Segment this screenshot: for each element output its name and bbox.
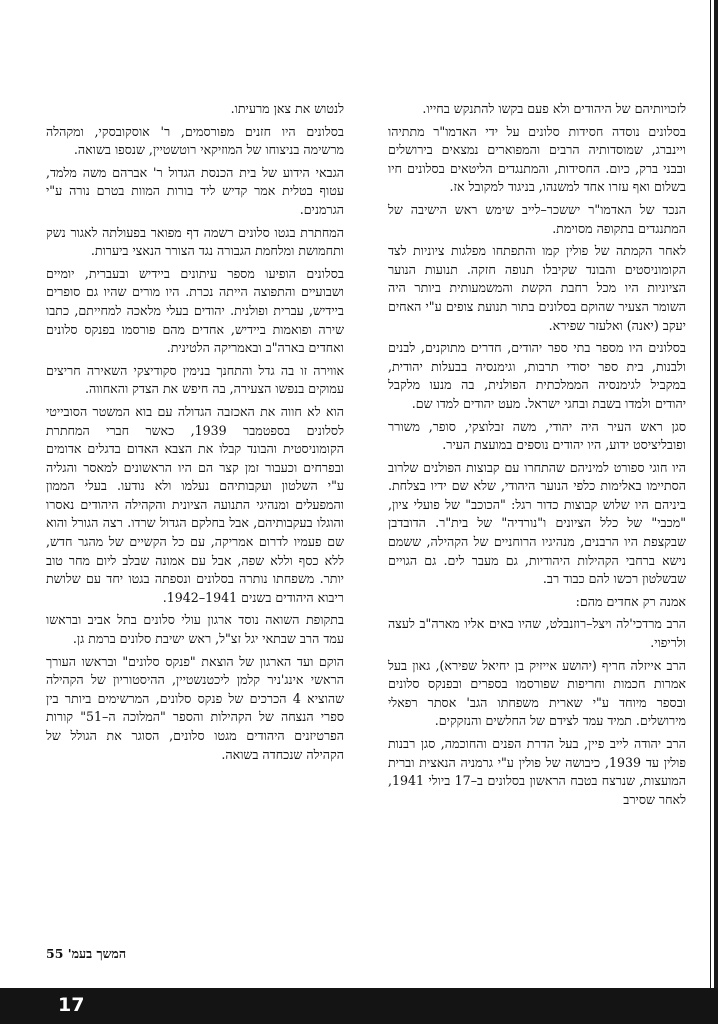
paragraph: אווירה זו בה גדל והתחנך בנימין סקודיצקי השאירה חריצים עמוקים בנפשו הצעירה, בה חיפש את הצדק והאחווה. (46, 362, 344, 397)
article-body (46, 100, 686, 980)
page-number: 17 (58, 994, 85, 1016)
paragraph: לאחר הקמתה של פולין קמו והתפתחו מפלגות ציוניות לצד הקומוניסטים והבונד שקיבלו תנופה חזקה. תנועות הנוער הציוניות היו מכל רחבת הקשת והמשמעותית ביותר היה השומר הצעיר שהוקם בסלונים בתור תנועת צופים ע"י האחים יעקב (יאנה) ואלעזר שפירא. (388, 243, 686, 333)
paragraph: סגן ראש העיר היה יהודי, משה זבלוצקי, סופר, משורר ופובליציסט ידוע, היו יהודים נוספים במועצת העיר. (388, 418, 686, 453)
paragraph: לנטוש את צאן מרעיתו. (230, 101, 344, 116)
page-edge-bar (714, 0, 718, 990)
page-footer (0, 988, 718, 1024)
paragraph: לזכויותיהם של היהודים ולא פעם בקשו להתנקש בחייו. (422, 101, 686, 116)
paragraph: המחתרת בגטו סלונים רשמה דף מפואר בפעולתה לאגור נשק ותחמושת ומלחמת הגבורה נגד הצורר הנאצי ביערות. (46, 224, 344, 259)
paragraph: היו חוגי ספורט למיניהם שהתחרו עם קבוצות הפולנים שלרוב הסתיימו באלימות כלפי הנוער היהודי, שלא שם ידיו בצלחת. ביניהם היו שלוש קבוצות כדור רגל: "הכוכב" של פועלי ציון, "מכבי" של כלל הציונים ו"נורדיה" של בית"ר. הדובדבן שבקצפת היו הרבנים, מנהיגיו הרוחניים של הקהילה, ששמם נישא ברחבי הקהילות היהודיות, גם מעבר לים. גם הגויים שבשלטון רכשו להם כבוד רב. (388, 459, 686, 587)
paragraph: הוקם ועד הארגון של הוצאת "פנקס סלונים" ובראשו העורך הראשי אינג'ניר קלמן ליכטנשטיין, ההיסטוריון של הקהילה שהוציא 4 הכרכים של פנקס סלונים, המרשימים ביותר בין ספרי הנצחה של הקהילות והספר "המלוכה ה–51" קורות הפרטיזנים היהודים מגטו סלונים, הסוגר את הגולל של הקהילה שנכחדה בשואה. (46, 653, 344, 762)
page-edge-line (710, 0, 711, 990)
paragraph: בסלונים נוסדה חסידות סלונים על ידי האדמו"ר מתתיהו ויינברג, שמוסדותיה הרבים והמפוארים נמצאים בירושלים ובבני ברק, כיום. החסידות, והמתנגדים הליטאים בסלונים חיו בשלום ואף עזרו אחד למשנהו, בניגוד למקובל אז. (388, 123, 686, 195)
paragraph: בסלונים היו חזנים מפורסמים, ר' אוסקובסקי, ומקהלה מרשימה בניצוחו של המוזיקאי רוטשטיין, שנספו בשואה. (46, 123, 344, 158)
paragraph: הרב אייזלה חריף (יהושע אייזיק בן יחיאל שפירא), גאון בעל אמרות חכמות וחריפות שפורסמו בספרים ובפנקס סלונים ובספר מיוחד ע"י שארית משפחתו הגב' אסתר רפאלי מירושלים. תמיד עמד לצידם של החלשים והנזקקים. (388, 657, 686, 729)
paragraph: הנכד של האדמו"ר יששכר–לייב שימש ראש הישיבה של המתנגדים בתקופה מסוימת. (388, 201, 686, 236)
paragraph: הוא לא חווה את האכזבה הגדולה עם בוא המשטר הסובייטי לסלונים בספטמבר 1939, כאשר חברי המחתרת הקומוניסטית והבונד קבלו את הצבא האדום בדגלים אדומים ובפרחים וכעבור זמן קצר הם היו הראשונים למאסר והגליה ע"י השלטון ועקבותיהם נעלמו ולא נודעו. בעלי הממון והמפעלים ומנהיגי התנועה הציונית והקהילה היהודים נאסרו והוגלו בעקבותיהם, אבל בחלקם הגדול שרדו. רצה הגורל והוא שם פעמיו לדרום אמריקה, עם כל הקשיים של מהגר חדש, ללא כסף וללא שפה, אבל עם אמונה שבלב ליום מחר טוב יותר. משפחתו נותרה בסלונים ונספתה בגטו יחד עם שלושת ריבוא היהודים בשנים 1941–1942. (46, 403, 344, 605)
paragraph: אמנה רק אחדים מהם: (575, 593, 686, 609)
right-column (388, 100, 686, 813)
paragraph: הרב מרדכי'לה ויצל–רוזנבלט, שהיו באים אליו מארה"ב לעצה ולריפוי. (388, 616, 686, 651)
paragraph: בתקופת השואה נוסד ארגון עולי סלונים בתל אביב ובראשו עמד הרב שבתאי יגל זצ"ל, ראש ישיבת סלונים ברמת גן. (46, 612, 344, 647)
paragraph: בסלונים הופיעו מספר עיתונים ביידיש ובעברית, יומיים ושבועיים והתפוצה הייתה נכרת. היו מורים שהיו גם סופרים ביידיש, עברית ופולנית. יהודים בעלי מלאכה למחייתם, כתבו שירה ופואמות ביידיש, אחדים מהם פורסמו בפנקס סלונים ואחדים בארה"ב ובאמריקה הלטינית. (46, 265, 344, 356)
paragraph: בסלונים היו מספר בתי ספר יהודים, חדרים מתוקנים, לבנים ולבנות, בית ספר יסודי תרבות, וגימנסיה בבעלות יהודית, במקביל לגימנסיה הממלכתית הפולנית, בה מנעו מלקבל יהודים ולמדו בשבת ובחגי ישראל. מעט יהודים למדו שם. (388, 340, 686, 411)
continued-on-page-note: המשך בעמ' 55 (46, 946, 127, 961)
paragraph: הגבאי הידוע של בית הכנסת הגדול ר' אברהם משה מלמד, עטוף בטלית אמר קדיש ליד בורות המוות בטרם נורה ע"י הגרמנים. (46, 164, 344, 217)
paragraph: הרב יהודה לייב פיין, בעל הדרת הפנים והחוכמה, סגן רבנות פולין עד 1939, כיבושה של פולין ע"י גרמניה הנאצית וברית המועצות, שנרצח בטבח הראשון בסלונים ב–17 ביולי 1941, לאחר שסירב (388, 736, 687, 807)
left-column (46, 100, 344, 768)
